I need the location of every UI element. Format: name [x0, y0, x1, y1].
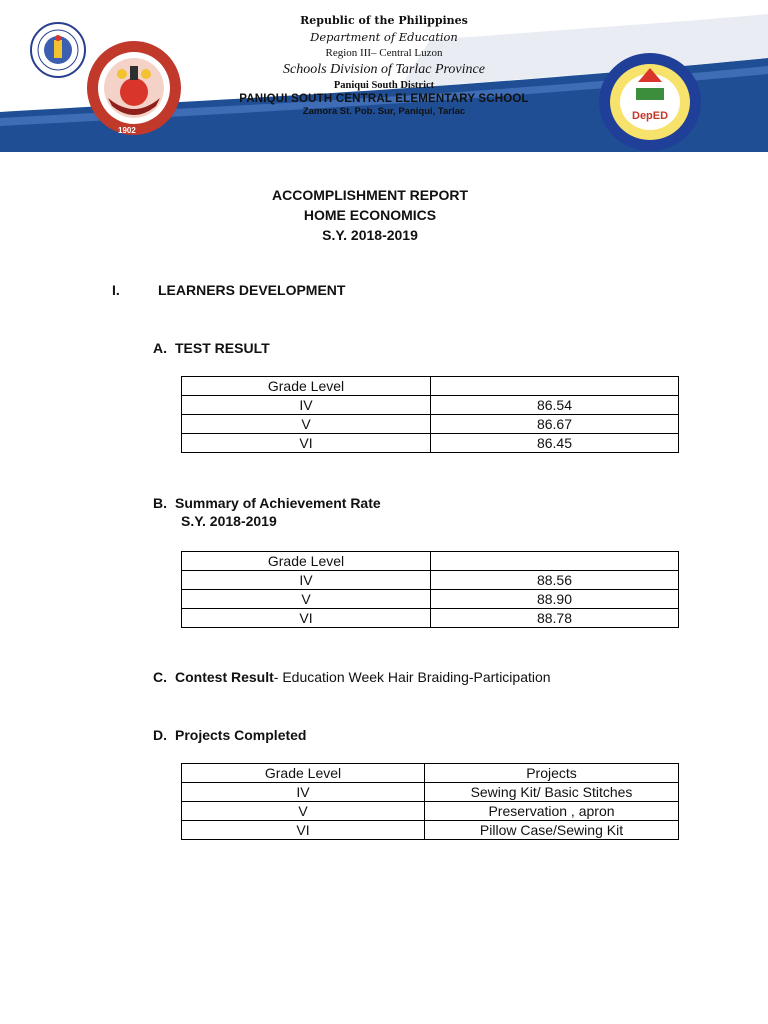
table-header-row: [182, 764, 679, 783]
section-title: LEARNERS DEVELOPMENT: [158, 282, 346, 298]
school-address: Zamora St. Pob. Sur, Paniqui, Tarlac: [302, 106, 466, 117]
grade-cell: IV: [182, 396, 431, 415]
section-number: I.: [112, 282, 120, 298]
item-title: Projects Completed: [175, 727, 307, 743]
table-row: [182, 821, 679, 840]
table-header-cell: [431, 552, 679, 571]
table-header-cell: Grade Level: [182, 764, 425, 783]
school-name: PANIQUI SOUTH CENTRAL ELEMENTARY SCHOOL: [239, 93, 529, 105]
report-title: [0, 185, 740, 245]
grade-cell: V: [182, 802, 425, 821]
achievement-heading: [153, 495, 381, 511]
grade-cell: V: [182, 590, 431, 609]
score-cell: 86.67: [431, 415, 679, 434]
achievement-subtitle: S.Y. 2018-2019: [181, 513, 277, 529]
grade-cell: V: [182, 415, 431, 434]
letterhead-banner: [0, 0, 768, 152]
title-line-3: S.Y. 2018-2019: [322, 227, 418, 243]
grade-cell: IV: [182, 783, 425, 802]
rate-cell: 88.78: [431, 609, 679, 628]
table-row: [182, 396, 679, 415]
item-letter: D.: [153, 727, 167, 743]
division-line: Schools Division of Tarlac Province: [283, 62, 485, 77]
project-cell: Sewing Kit/ Basic Stitches: [425, 783, 679, 802]
test-result-table: [181, 376, 679, 453]
project-cell: Pillow Case/Sewing Kit: [425, 821, 679, 840]
table-header-row: [182, 377, 679, 396]
item-title: Summary of Achievement Rate: [175, 495, 381, 511]
table-row: [182, 434, 679, 453]
item-letter: B.: [153, 495, 167, 511]
letterhead-text: [0, 13, 768, 118]
deped-logo-text: DepED: [632, 110, 669, 122]
table-header-cell: Grade Level: [182, 552, 431, 571]
title-line-1: ACCOMPLISHMENT REPORT: [272, 187, 468, 203]
rate-cell: 88.90: [431, 590, 679, 609]
grade-cell: VI: [182, 434, 431, 453]
item-title: TEST RESULT: [175, 340, 270, 356]
table-row: [182, 783, 679, 802]
table-row: [182, 415, 679, 434]
achievement-table: [181, 551, 679, 628]
projects-table: [181, 763, 679, 840]
region-line: Region III– Central Luzon: [325, 47, 443, 59]
department-line: Department of Education: [310, 30, 458, 44]
table-header-cell: Grade Level: [182, 377, 431, 396]
section-learners-development: [112, 282, 345, 298]
contest-heading: [153, 669, 551, 685]
republic-line: Republic of the Philippines: [300, 14, 468, 27]
title-line-2: HOME ECONOMICS: [303, 207, 437, 223]
table-header-cell: Projects: [425, 764, 679, 783]
score-cell: 86.45: [431, 434, 679, 453]
item-letter: A.: [153, 340, 167, 356]
contest-detail: - Education Week Hair Braiding-Participation: [273, 669, 551, 685]
table-row: [182, 609, 679, 628]
project-cell: Preservation , apron: [425, 802, 679, 821]
table-row: [182, 590, 679, 609]
grade-cell: VI: [182, 609, 431, 628]
district-line: Paniqui South District: [333, 80, 435, 91]
table-header-row: [182, 552, 679, 571]
item-title: Contest Result: [175, 669, 274, 685]
table-header-cell: [431, 377, 679, 396]
item-letter: C.: [153, 669, 167, 685]
grade-cell: VI: [182, 821, 425, 840]
seal-year: 1902: [118, 126, 136, 135]
test-result-heading: [153, 340, 270, 356]
score-cell: 86.54: [431, 396, 679, 415]
rate-cell: 88.56: [431, 571, 679, 590]
table-row: [182, 802, 679, 821]
projects-heading: [153, 727, 306, 743]
table-row: [182, 571, 679, 590]
grade-cell: IV: [182, 571, 431, 590]
